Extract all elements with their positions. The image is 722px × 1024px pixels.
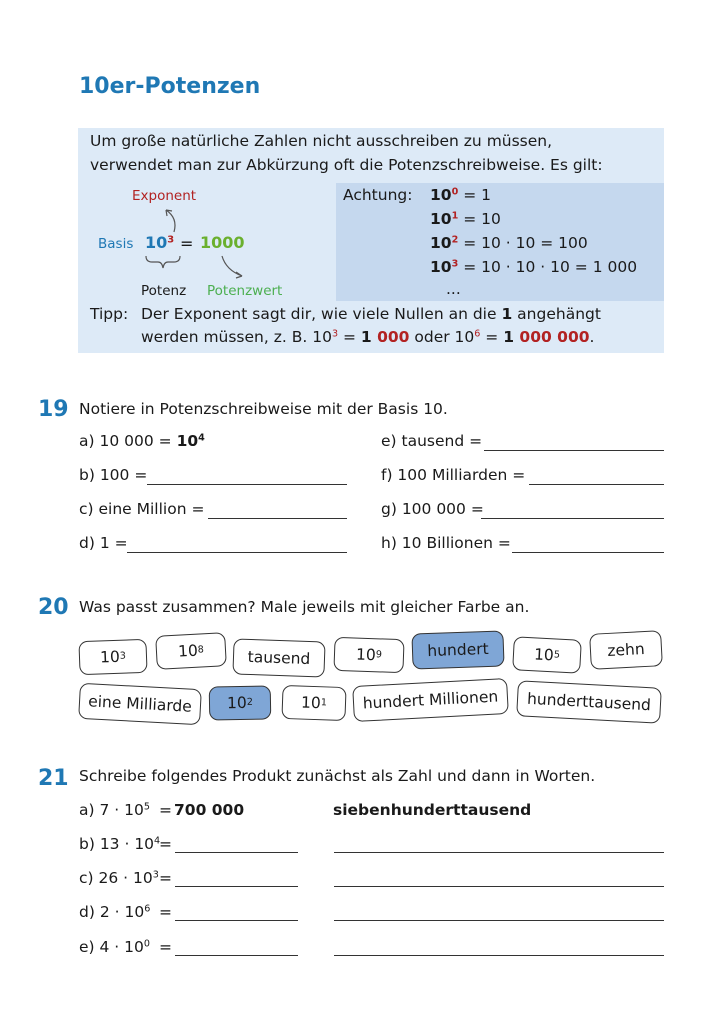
diagram-base: 10 [145,233,168,252]
match-card-eine-milliarde[interactable]: eine Milliarde [78,683,202,725]
task-21-label-a: a) $7 \cdot 10^5$ [79,801,150,819]
task-19-item-c: c) eine Million = [79,500,205,518]
match-card-hundert[interactable]: hundert [411,630,504,669]
task-21-words-a: siebenhunderttausend [333,801,532,819]
tip-line-2: werden müssen, z. B. $10^3 = 1$ 000 oder $10^6 = 1$ 000 000. [141,328,595,346]
task-21-eq-d: = [159,903,172,921]
task-21-words-line-d[interactable] [334,920,664,921]
task-21-eq-e: = [159,938,172,956]
task-21-number-line-e[interactable] [175,955,298,956]
tip-line-1: Der Exponent sagt dir, wie viele Nullen an die 1 angehängt [141,305,601,323]
diagram-exponent: 3 [167,234,175,246]
match-card-10-2[interactable]: 10 2 [209,685,272,720]
task-19-item-b: b) 100 = [79,466,148,484]
intro-line-1: Um große natürliche Zahlen nicht ausschreiben zu müssen, [90,132,553,150]
task-21-label-c: c) $26 \cdot 10^3$ [79,869,159,887]
task-21-instruction: Schreibe folgendes Produkt zunächst als Zahl und dann in Worten. [79,767,596,785]
exponent-label: Exponent [132,188,197,204]
task-21-number: 21 [38,766,69,791]
task-19-answer-line-c[interactable] [208,518,347,519]
task-21-label-b: b) $13 \cdot 10^4$ [79,835,161,853]
task-21-number-a: 700 000 [174,801,245,819]
match-card-hunderttausend[interactable]: hunderttausend [516,680,662,723]
task-19-item-d: d) 1 = [79,534,128,552]
task-19-instruction: Notiere in Potenzschreibweise mit der Basis 10. [79,400,448,418]
task-21-eq-b: = [159,835,172,853]
potenz-label: Potenz [141,283,187,299]
task-20-number: 20 [38,595,69,620]
match-card-10-9[interactable]: 10 9 [333,637,404,673]
match-card-10-5[interactable]: 10 5 [512,636,582,674]
exponent-arrow [166,210,175,232]
basis-label: Basis [98,236,134,252]
page-title: 10er-Potenzen [79,74,261,99]
achtung-row-0: $10^0 = 1$ [430,186,491,204]
task-21-eq-a: = [159,801,172,819]
match-card-zehn[interactable]: zehn [589,630,663,670]
potenz-brace [146,256,180,268]
task-19-answer-line-h[interactable] [512,552,664,553]
task-19-answer-line-f[interactable] [529,484,664,485]
task-21-words-line-e[interactable] [334,955,664,956]
task-21-eq-c: = [159,869,172,887]
task-21-words-line-c[interactable] [334,886,664,887]
match-card-hundert-millionen[interactable]: hundert Millionen [352,678,509,722]
achtung-row-3: $10^3 = 10 \cdot 10 \cdot 10 = 1$ 000 [430,258,638,276]
task-19-item-h: h) 10 Billionen = [381,534,511,552]
task-21-number-line-c[interactable] [175,886,298,887]
match-card-10-3[interactable]: 10 3 [78,639,147,675]
task-19-answer-line-d[interactable] [127,552,347,553]
task-19-answer-line-b[interactable] [147,484,347,485]
potenzwert-label: Potenzwert [207,283,283,299]
achtung-row-1: $10^1 = 10$ [430,210,501,228]
task-19-item-e: e) tausend = [381,432,483,450]
achtung-row-2: $10^2 = 10 \cdot 10 = 100$ [430,234,588,252]
task-20-instruction: Was passt zusammen? Male jeweils mit gleicher Farbe an. [79,598,530,616]
potenzwert-arrow [222,256,242,276]
task-19-number: 19 [38,397,69,422]
diagram-value: 1000 [200,233,245,252]
task-21-number-line-b[interactable] [175,852,298,853]
task-21-words-line-b[interactable] [334,852,664,853]
achtung-ellipsis: ... [446,280,461,298]
match-card-10-1[interactable]: 10 1 [281,685,346,721]
task-19-answer-line-e[interactable] [484,450,664,451]
task-19-item-a: a) 10 $000 = 10^4$ [79,432,205,450]
task-19-item-f: f) 100 Milliarden = [381,466,526,484]
task-21-label-d: d) $2 \cdot 10^6$ [79,903,151,921]
match-card-tausend[interactable]: tausend [232,638,325,677]
task-19-answer-line-g[interactable] [481,518,664,519]
intro-line-2: verwendet man zur Abkürzung oft die Potenzschreibweise. Es gilt: [90,156,603,174]
diagram-equals: = [180,234,194,253]
achtung-label: Achtung: [343,186,413,204]
match-card-10-8[interactable]: 10 8 [155,632,227,670]
task-19-item-g: g) 100 000 = [381,500,484,518]
tip-label: Tipp: [90,305,129,323]
task-21-label-e: e) $4 \cdot 10^0$ [79,938,150,956]
task-21-number-line-d[interactable] [175,920,298,921]
